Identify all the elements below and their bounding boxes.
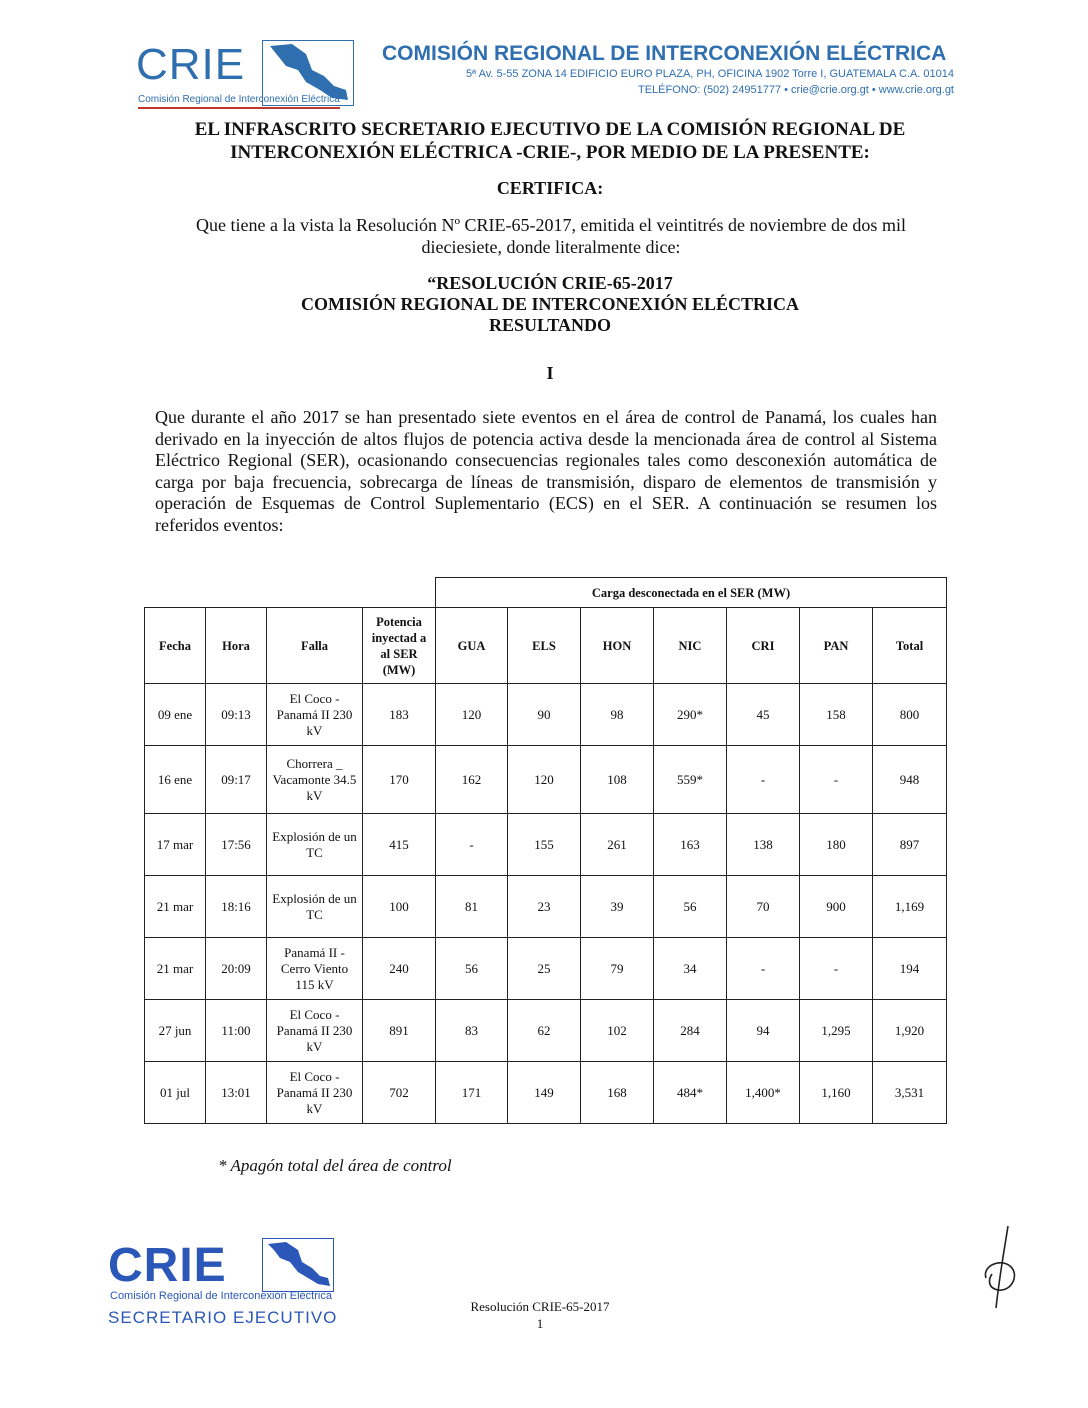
intro-line-2: INTERCONEXIÓN ELÉCTRICA -CRIE-, POR MEDIO DE LA PRESENTE: <box>230 142 870 163</box>
table-cell: 290* <box>654 684 727 746</box>
table-cell: 90 <box>508 684 581 746</box>
table-cell: 180 <box>800 814 873 876</box>
table-row <box>145 1000 947 1062</box>
table-cell: 1,295 <box>800 1000 873 1062</box>
table-cell: El Coco - Panamá II 230 kV <box>267 684 363 746</box>
table-cell: - <box>727 746 800 814</box>
org-contact: TELÉFONO: (502) 24951777 • crie@crie.org.gt • www.crie.org.gt <box>638 84 954 96</box>
resolution-org: COMISIÓN REGIONAL DE INTERCONEXIÓN ELÉCTRICA <box>300 294 800 314</box>
table-cell: 18:16 <box>206 876 267 938</box>
table-cell: 09 ene <box>145 684 206 746</box>
roman-numeral: I <box>546 363 554 383</box>
resolution-section: RESULTANDO <box>488 315 612 335</box>
handwritten-signature <box>978 1222 1028 1312</box>
footer-resolution: Resolución CRIE-65-2017 <box>470 1299 610 1314</box>
table-body <box>145 684 947 1124</box>
table-cell: 3,531 <box>873 1062 947 1124</box>
table-cell: 158 <box>800 684 873 746</box>
table-cell: 948 <box>873 746 947 814</box>
table-cell: - <box>436 814 508 876</box>
table-cell: Explosión de un TC <box>267 814 363 876</box>
table-cell: 120 <box>436 684 508 746</box>
table-cell: 56 <box>654 876 727 938</box>
table-cell: 39 <box>581 876 654 938</box>
table-cell: 415 <box>363 814 436 876</box>
table-cell: 168 <box>581 1062 654 1124</box>
table-cell: 138 <box>727 814 800 876</box>
table-cell: 79 <box>581 938 654 1000</box>
intro-heading <box>150 118 950 164</box>
table-cell: Panamá II - Cerro Viento 115 kV <box>267 938 363 1000</box>
column-header: PAN <box>800 608 873 684</box>
table-cell: 17 mar <box>145 814 206 876</box>
table-cell: 559* <box>654 746 727 814</box>
table-cell: 25 <box>508 938 581 1000</box>
resolution-heading <box>150 273 950 336</box>
table-cell: 70 <box>727 876 800 938</box>
stamp-map-icon <box>262 1238 334 1292</box>
table-cell: 34 <box>654 938 727 1000</box>
column-header: CRI <box>727 608 800 684</box>
table-cell: 20:09 <box>206 938 267 1000</box>
page-number: 1 <box>536 1316 544 1331</box>
table-cell: 284 <box>654 1000 727 1062</box>
table-note: * Apagón total del área de control <box>218 1156 452 1175</box>
table-cell: 162 <box>436 746 508 814</box>
table-cell: El Coco - Panamá II 230 kV <box>267 1062 363 1124</box>
table-cell: 149 <box>508 1062 581 1124</box>
table-cell: 240 <box>363 938 436 1000</box>
table-cell: 800 <box>873 684 947 746</box>
resolution-title: “RESOLUCIÓN CRIE-65-2017 <box>427 273 673 293</box>
table-cell: 56 <box>436 938 508 1000</box>
logo-subtitle: Comisión Regional de Interconexión Eléctrica <box>138 94 340 109</box>
table-row <box>145 938 947 1000</box>
table-cell: - <box>800 938 873 1000</box>
table-cell: 183 <box>363 684 436 746</box>
column-header: Potencia inyectad a al SER (MW) <box>363 608 436 684</box>
table-cell: 23 <box>508 876 581 938</box>
table-cell: 11:00 <box>206 1000 267 1062</box>
table-cell: Explosión de un TC <box>267 876 363 938</box>
column-header: Total <box>873 608 947 684</box>
table-row <box>145 684 947 746</box>
table-cell: 21 mar <box>145 876 206 938</box>
table-cell: 1,169 <box>873 876 947 938</box>
table-cell: 27 jun <box>145 1000 206 1062</box>
column-header: ELS <box>508 608 581 684</box>
table-cell: 1,920 <box>873 1000 947 1062</box>
group-header: Carga desconectada en el SER (MW) <box>436 578 947 608</box>
table-cell: 170 <box>363 746 436 814</box>
stamp-logo: CRIE <box>108 1239 227 1292</box>
org-address: 5ª Av. 5-55 ZONA 14 EDIFICIO EURO PLAZA, PH, OFICINA 1902 Torre I, GUATEMALA C.A. 01014 <box>465 68 954 80</box>
table-cell: 155 <box>508 814 581 876</box>
table-cell: 45 <box>727 684 800 746</box>
column-header: GUA <box>436 608 508 684</box>
column-header: Fecha <box>145 608 206 684</box>
column-header: NIC <box>654 608 727 684</box>
table-cell: 09:13 <box>206 684 267 746</box>
table-cell: 1,400* <box>727 1062 800 1124</box>
table-cell: - <box>800 746 873 814</box>
certify-statement: Que tiene a la vista la Resolución Nº CRIE-65-2017, emitida el veintitrés de noviembre de dos mil dieciesiete, donde literalmente dice: <box>196 215 906 257</box>
table-cell: 120 <box>508 746 581 814</box>
table-cell: El Coco - Panamá II 230 kV <box>267 1000 363 1062</box>
table-cell: 21 mar <box>145 938 206 1000</box>
table-cell: 83 <box>436 1000 508 1062</box>
table-cell: 17:56 <box>206 814 267 876</box>
table-cell: 94 <box>727 1000 800 1062</box>
intro-line-1: EL INFRASCRITO SECRETARIO EJECUTIVO DE LA COMISIÓN REGIONAL DE <box>194 119 906 140</box>
table-cell: 194 <box>873 938 947 1000</box>
table-row <box>145 814 947 876</box>
table-cell: 13:01 <box>206 1062 267 1124</box>
table-cell: - <box>727 938 800 1000</box>
table-cell: 261 <box>581 814 654 876</box>
table-cell: 102 <box>581 1000 654 1062</box>
column-header: HON <box>581 608 654 684</box>
stamp-subtitle: Comisión Regional de Interconexión Eléctrica <box>110 1290 332 1302</box>
table-cell: 1,160 <box>800 1062 873 1124</box>
table-cell: 484* <box>654 1062 727 1124</box>
table-cell: 98 <box>581 684 654 746</box>
table-cell: 897 <box>873 814 947 876</box>
logo-text: CRIE <box>136 40 246 89</box>
table-cell: 108 <box>581 746 654 814</box>
certifica-heading: CERTIFICA: <box>496 178 604 198</box>
table-cell: Chorrera _ Vacamonte 34.5 kV <box>267 746 363 814</box>
table-cell: 16 ene <box>145 746 206 814</box>
table-cell: 702 <box>363 1062 436 1124</box>
column-header: Hora <box>206 608 267 684</box>
table-cell: 891 <box>363 1000 436 1062</box>
table-cell: 171 <box>436 1062 508 1124</box>
table-cell: 09:17 <box>206 746 267 814</box>
stamp-title: SECRETARIO EJECUTIVO <box>108 1308 338 1327</box>
crie-logo <box>136 40 245 90</box>
table-header-row <box>145 608 947 684</box>
table-cell: 01 jul <box>145 1062 206 1124</box>
table-row <box>145 876 947 938</box>
column-header: Falla <box>267 608 363 684</box>
table-row <box>145 1062 947 1124</box>
resolution-paragraph: Que durante el año 2017 se han presentado siete eventos en el área de control de Panamá, los cuales han derivado en la inyección de altos flujos de potencia activa desde la mencionada área de control al Sistema Eléctrico Regional (SER), ocasionando consecuencias regionales tales como desconexión automática de carga por baja frecuencia, sobrecarga de líneas de transmisión, disparo de elementos de transmisión y operación de Esquemas de Control Suplementario (ECS) en el SER. A continuación se resumen los referidos eventos: <box>155 407 937 535</box>
org-name: COMISIÓN REGIONAL DE INTERCONEXIÓN ELÉCTRICA <box>382 42 947 65</box>
table-cell: 62 <box>508 1000 581 1062</box>
table-cell: 163 <box>654 814 727 876</box>
table-cell: 900 <box>800 876 873 938</box>
table-cell: 81 <box>436 876 508 938</box>
table-cell: 100 <box>363 876 436 938</box>
events-table <box>144 577 947 1124</box>
table-row <box>145 746 947 814</box>
